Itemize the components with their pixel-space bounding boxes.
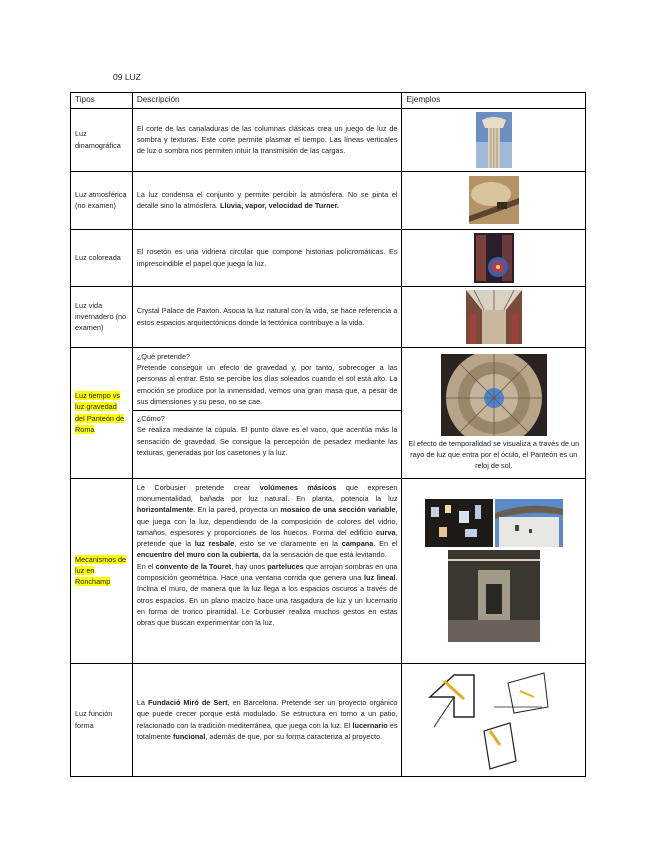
header-tipos: Tipos	[71, 93, 133, 109]
ronchamp-window-wall-image	[425, 499, 493, 547]
description-cell	[132, 478, 402, 663]
description-cell: El rosetón es una vidriera circular que compone historias policromáticas. Es imprescindible el papel que juega la luz.	[132, 229, 402, 286]
table-row	[71, 347, 586, 478]
description-cell: El corte de las canaladuras de las columnas clásicas crea un juego de luz de sombra y texturas. Este corte permite plasmar el tiempo. Las líneas verticales de luz o sombra nos permiten intuir la transmisión de las cargas.	[132, 108, 402, 171]
table-row	[71, 286, 586, 347]
table-row	[71, 229, 586, 286]
tipo-cell: Luz función forma	[71, 663, 133, 776]
answer-2: Se realiza mediante la cúpula. El punto clave es el vaco, que acentúa más la sensación de gravedad. Se consigue la percepción de pesadez mediante las texturas, generadas por los casetones y la luz.	[136, 425, 398, 458]
example-cell	[402, 347, 586, 478]
table-row	[71, 171, 586, 229]
question-1: ¿Qué pretende?	[136, 351, 190, 361]
turner-painting-image	[469, 176, 519, 224]
table-row	[71, 663, 586, 776]
description-cell	[132, 347, 402, 478]
description-bold: Lluvia, vapor, velocidad de Turner.	[219, 201, 340, 211]
rose-window-image	[474, 233, 514, 283]
tipo-cell: Luz vida invernadero (no examen)	[71, 286, 133, 347]
description-cell	[132, 171, 402, 229]
table-row	[71, 108, 586, 171]
column-capital-image	[476, 112, 512, 168]
example-cell	[402, 286, 586, 347]
ronchamp-images	[406, 499, 581, 642]
miro-paragraph: La Fundació Miró de Sert, en Barcelona. Pretende ser un proyecto orgánico que puede crecer porque está modulado. Se estructura en torno a un patio, relacionado con la tradición mediterránea, que juega con la luz. El lucernario es totalmente funcional, además de que, por su forma caracteriza al proyecto.	[136, 698, 398, 741]
description-cell	[132, 663, 402, 776]
tipo-cell: Luz dinamográfica	[71, 108, 133, 171]
pantheon-dome-image	[441, 354, 547, 436]
touret-interior-image	[448, 550, 540, 642]
table-row	[71, 478, 586, 663]
skylight-sketch-image	[424, 667, 564, 773]
answer-1: Pretende conseguir un efecto de gravedad y, por tanto, sobrecoger a las personas al entrar. Esto se percibe los días soleados cuando el sol está alto. La emoción se produce por la inmensidad, vemos una gran masa que, a pesar de sus dimensiones y su peso, no se cae.	[136, 363, 398, 406]
light-types-table	[70, 92, 586, 777]
example-cell	[402, 108, 586, 171]
image-caption: El efecto de temporalidad se visualiza a través de un rayo de luz que entra por el óculo, el Panteón es un reloj de sol.	[408, 438, 580, 471]
header-ejemplos: Ejemplos	[402, 93, 586, 109]
question-2: ¿Cómo?	[136, 414, 165, 424]
touret-paragraph: En el convento de la Touret, hay unos parteluces que arrojan sombras en una composición geométrica. Hace una ventana corrida que genera una luz lineal. Inclina el muro, de manera que la luz llega a los espacios oscuros a través de otros espacios. En un plano macizo hace una rasgadura de luz y un lucernario en forma de tronco piramidal. Le Corbusier realiza muchos gestos en estas obras que buscan experimentar con la luz.	[136, 561, 398, 628]
example-cell	[402, 229, 586, 286]
example-cell	[402, 171, 586, 229]
description-text: La luz condensa el conjunto y permite percibir la atmósfera. No se pinta el detalle sino la atmósfera.	[136, 189, 398, 211]
highlighted-tipo: Luz tiempo vs luz gravedad del Panteón de Roma	[75, 391, 125, 434]
page-title: 09 LUZ	[113, 72, 141, 82]
description-cell: Crystal Palace de Paxton. Asocia la luz natural con la vida, se hace referencia a estos espacios arquitectónicos donde la tectónica contribuye a la vida.	[132, 286, 402, 347]
ronchamp-paragraph: Le Corbusier pretende crear volúmenes másicos que expresen monumentalidad, bañada por luz natural. En planta, potencia la luz horizontalmente. En la pared, proyecta un mosaico de una sección variable, que juega con la luz, dependiendo de la composición de colores del vidrio, tamaños, espesores y proporciones de los huecos. Forma del edificio curva, pretende que la luz resbale, esto se ve claramente en la campana. En el encuentro del muro con la cubierta, da la sensación de que está levitando.	[136, 482, 398, 560]
sub-section	[133, 410, 402, 458]
tipo-cell	[71, 347, 133, 478]
ronchamp-exterior-image	[495, 499, 563, 547]
crystal-palace-image	[466, 290, 522, 344]
highlighted-tipo: Mecanismos de luz en Ronchamp	[75, 554, 127, 587]
tipo-cell: Luz coloreada	[71, 229, 133, 286]
table-header-row	[71, 93, 586, 109]
example-cell	[402, 663, 586, 776]
tipo-cell: Luz atmosférica (no examen)	[71, 171, 133, 229]
header-descripcion: Descripción	[132, 93, 402, 109]
tipo-cell	[71, 478, 133, 663]
example-cell	[402, 478, 586, 663]
